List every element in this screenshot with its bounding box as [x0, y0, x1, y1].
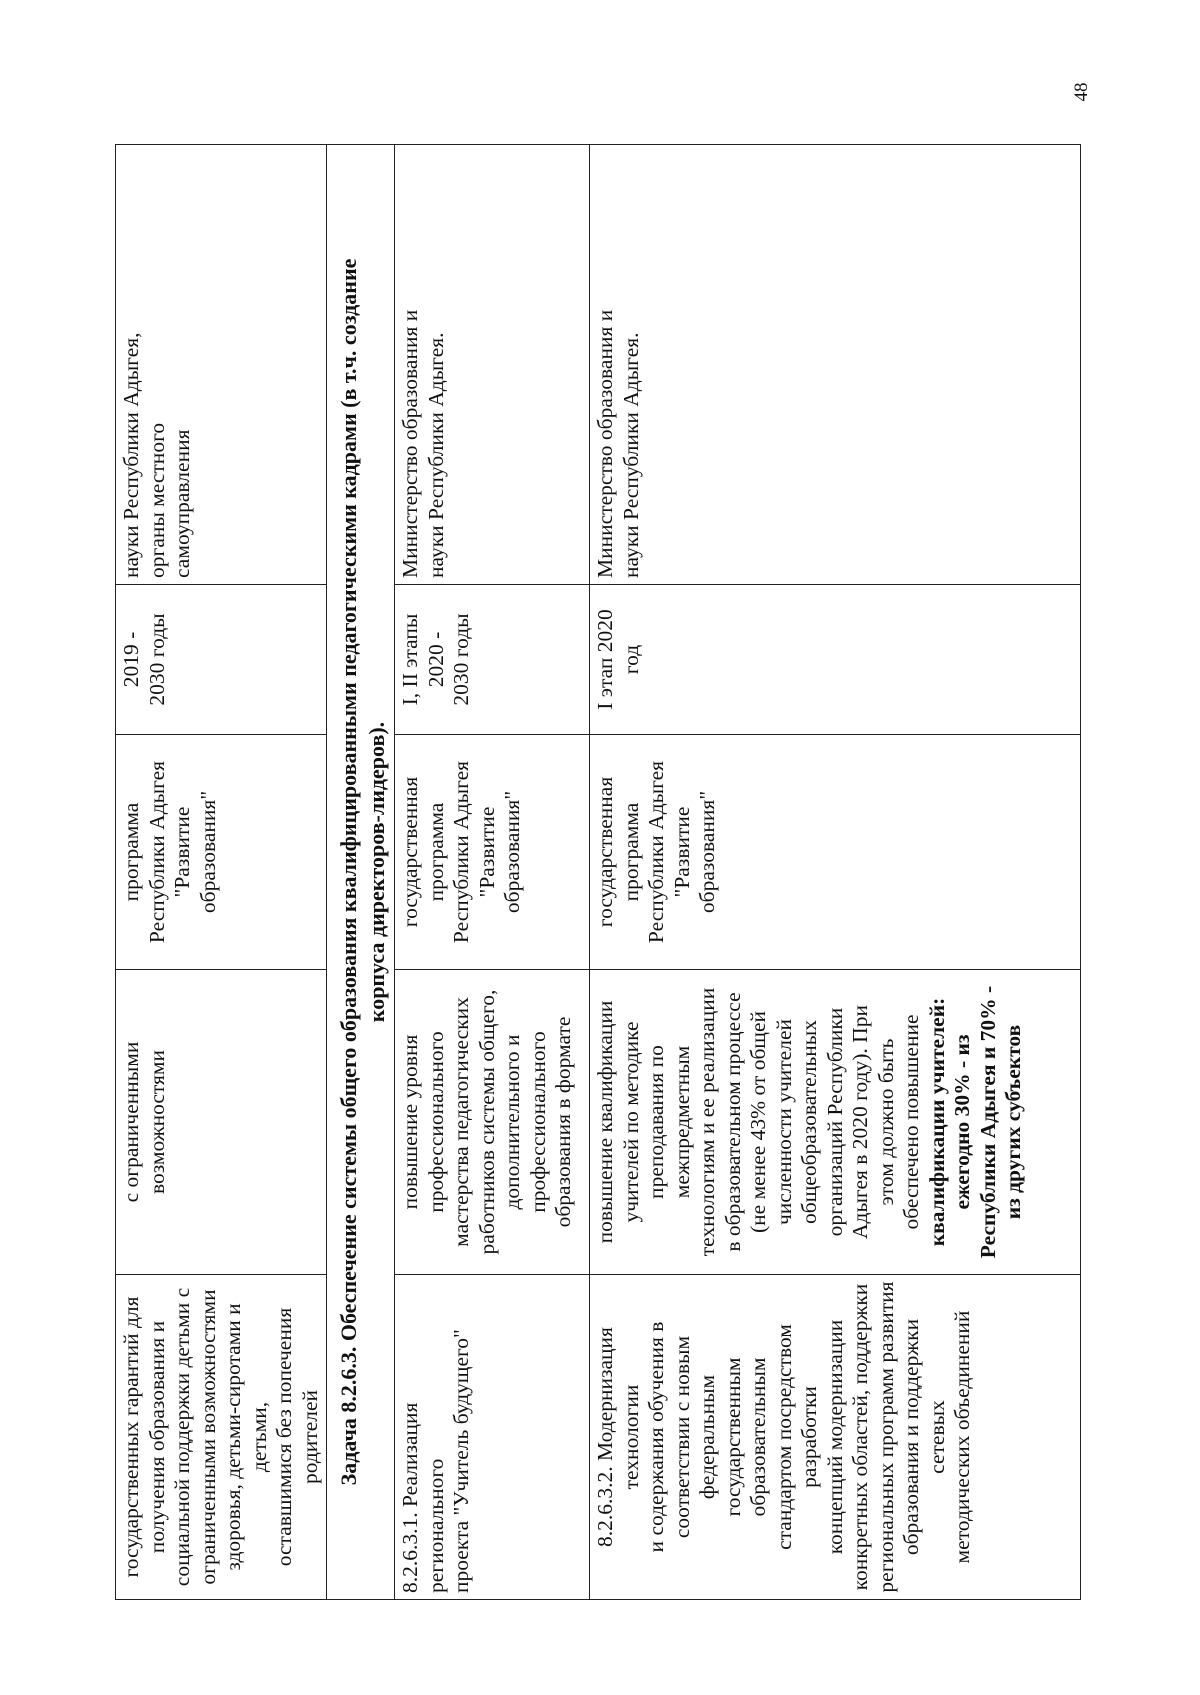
cell-result — [590, 970, 1081, 1275]
cell-responsible: Министерство образования и науки Республики Адыгея. — [395, 145, 590, 585]
cell-measure-name: 8.2.6.3.1. Реализация регионального проекта "Учитель будущего" — [395, 1275, 590, 1600]
cell-period: I этап 2020 год — [590, 585, 1081, 735]
cell-measure-name: государственных гарантий для получения образования и социальной поддержки детьми с ограниченными возможностями здоровья, детьми-сиротами и детьми, оставшимися без попечения родителей — [116, 1275, 327, 1600]
result-text-bold: квалификации учителей: ежегодно 30% - из Республики Адыгея и 70% - из других субъектов — [924, 985, 1025, 1259]
table-row-measure-1 — [395, 145, 590, 1600]
cell-result: повышение уровня профессионального мастерства педагогических работников системы общего, дополнительного и профессионального образования в формате — [395, 970, 590, 1275]
cell-period: 2019 - 2030 годы — [116, 585, 327, 735]
rotated-table-container — [115, 145, 1057, 1600]
cell-responsible: науки Республики Адыгея, органы местного самоуправления — [116, 145, 327, 585]
cell-program: государственная программа Республики Адыгея "Развитие образования" — [590, 735, 1081, 970]
cell-program: программа Республики Адыгея "Развитие образования" — [116, 735, 327, 970]
cell-measure-name: 8.2.6.3.2. Модернизация технологии и содержания обучения в соответствии с новым федеральным государственным образовательным стандартом посредством разработки концепций модернизации конкретных областей, поддержки региональных программ развития образования и поддержки сетевых методических объединений — [590, 1275, 1081, 1600]
page-number: 48 — [1071, 82, 1092, 102]
cell-program: государственная программа Республики Адыгея "Развитие образования" — [395, 735, 590, 970]
cell-result: с ограниченными возможностями — [116, 970, 327, 1275]
table-row-continuation — [116, 145, 327, 1600]
table-row-task — [327, 145, 395, 1600]
measures-table — [115, 144, 1081, 1600]
cell-responsible: Министерство образования и науки Республики Адыгея. — [590, 145, 1081, 585]
cell-period: I, II этапы 2020 - 2030 годы — [395, 585, 590, 735]
task-heading: Задача 8.2.6.3. Обеспечение системы общего образования квалифицированными педагогическими кадрами (в т.ч. создание корпуса директоров-лидеров). — [327, 145, 395, 1600]
result-text: повышение квалификации учителей по методике преподавания по межпредметным технологиям и ее реализации в образовательном процессе (не менее 43% от общей численности учителей общеобразовательных организаций Республики Адыгея в 2020 году). При этом должно быть обеспечено повышение — [593, 987, 923, 1257]
table-row-measure-2 — [590, 145, 1081, 1600]
